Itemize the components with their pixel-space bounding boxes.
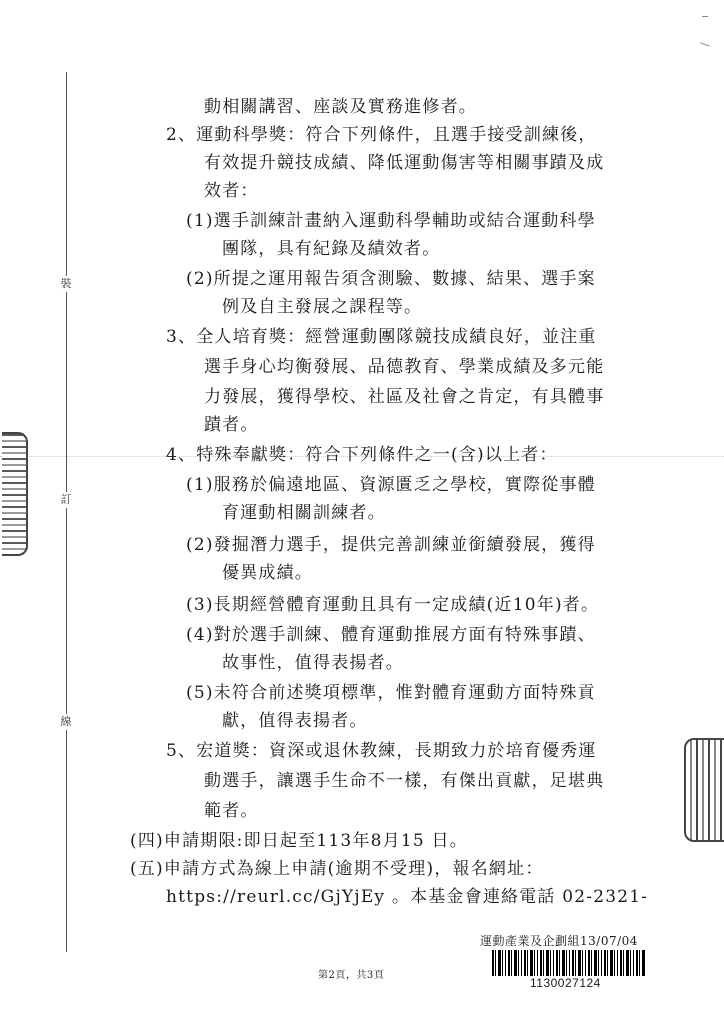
- text-line: (1)選手訓練計畫納入運動科學輔助或結合運動科學: [186, 211, 596, 231]
- text-line: 動選手，讓選手生命不一樣，有傑出貢獻，足堪典: [204, 771, 605, 791]
- text-line: 3、全人培育獎：經營運動團隊競技成績良好，並注重: [166, 327, 597, 347]
- department-stamp: 運動產業及企劃組13/07/04: [480, 934, 638, 948]
- text-line: (四)申請期限:即日起至113年8月15 日。: [130, 831, 468, 851]
- text-line: https://reurl.cc/GjYjEy 。本基金會連絡電話 02-2321-: [166, 887, 649, 907]
- binding-char-ding: 訂: [58, 492, 74, 508]
- text-line: 選手身心均衡發展、品德教育、學業成績及多元能: [204, 357, 605, 377]
- text-line: 獻，值得表揚者。: [222, 711, 368, 731]
- text-line: 有效提升競技成績、降低運動傷害等相關事蹟及成: [204, 153, 605, 173]
- text-line: 動相關講習、座談及實務進修者。: [204, 97, 477, 117]
- text-line: 範者。: [204, 801, 259, 821]
- seal-stamp-right: [684, 738, 724, 842]
- text-line: 效者：: [204, 181, 259, 201]
- text-line: 育運動相關訓練者。: [222, 503, 386, 523]
- text-line: (5)未符合前述獎項標準，惟對體育運動方面特殊貢: [186, 683, 596, 703]
- text-line: 優異成績。: [222, 563, 313, 583]
- page-number: 第2頁，共3頁: [318, 970, 385, 981]
- text-line: (五)申請方式為線上申請(逾期不受理)，報名網址：: [130, 859, 544, 879]
- text-line: (2)所提之運用報告須含測驗、數據、結果、選手案: [186, 269, 596, 289]
- corner-mark: [700, 42, 710, 46]
- text-line: 4、特殊奉獻獎：符合下列條件之一(含)以上者：: [166, 445, 558, 465]
- text-line: 團隊，具有紀錄及績效者。: [222, 239, 441, 259]
- barcode: [492, 950, 646, 976]
- barcode-number: 1130027124: [530, 976, 601, 990]
- text-line: (2)發掘潛力選手，提供完善訓練並銜續發展，獲得: [186, 535, 596, 555]
- text-line: (1)服務於偏遠地區、資源匱乏之學校，實際從事體: [186, 475, 596, 495]
- text-line: 5、宏道獎：資深或退休教練，長期致力於培育優秀運: [166, 741, 597, 761]
- text-line: 力發展，獲得學校、社區及社會之肯定，有具體事: [204, 387, 605, 407]
- binding-line: [66, 72, 67, 952]
- text-line: (4)對於選手訓練、體育運動推展方面有特殊事蹟、: [186, 625, 596, 645]
- binding-char-xian: 線: [58, 714, 74, 730]
- corner-mark: [702, 16, 708, 17]
- text-line: 2、運動科學獎：符合下列條件，且選手接受訓練後，: [166, 125, 597, 145]
- text-line: 例及自主發展之課程等。: [222, 297, 423, 317]
- seal-stamp-left: [2, 432, 28, 556]
- text-line: 故事性，值得表揚者。: [222, 653, 404, 673]
- text-line: (3)長期經營體育運動且具有一定成績(近10年)者。: [186, 595, 600, 615]
- text-line: 蹟者。: [204, 415, 259, 435]
- binding-char-zhuang: 裝: [58, 276, 74, 292]
